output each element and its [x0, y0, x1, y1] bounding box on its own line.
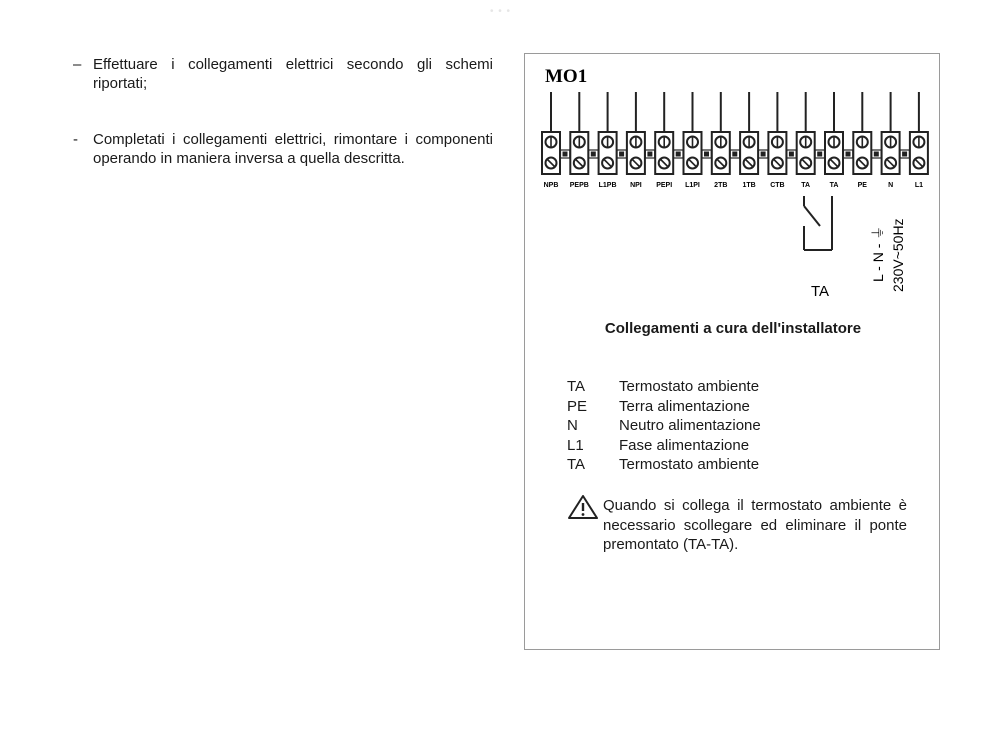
legend-code: TA: [567, 456, 586, 473]
instructions: [73, 55, 493, 205]
terminal-bridge-dot: [647, 152, 652, 157]
legend-desc: Termostato ambiente: [619, 456, 760, 473]
terminal-label: CTB: [770, 182, 785, 189]
terminal-label: 2TB: [714, 182, 728, 189]
legend: [567, 377, 761, 475]
terminal-bridge-dot: [591, 152, 596, 157]
legend-code: N: [567, 417, 578, 434]
terminal-bridge-dot: [563, 152, 568, 157]
legend-code: PE: [567, 397, 588, 415]
terminal-bridge-dot: [732, 152, 737, 157]
terminal-bridge-dot: [761, 152, 766, 157]
terminal-label: L1PB: [598, 182, 617, 189]
legend-row: [567, 416, 761, 436]
page-decoration: • • •: [490, 6, 512, 17]
thermostat-switch: [804, 196, 832, 250]
wiring-panel: [524, 53, 940, 650]
legend-code: L1: [567, 436, 584, 454]
legend-code: TA: [567, 378, 586, 395]
terminal-bridge-dot: [902, 152, 907, 157]
diagram-caption: Collegamenti a cura dell'installatore: [604, 320, 862, 337]
terminal-label: L1PI: [685, 182, 700, 189]
terminal-bridge-dot: [789, 152, 794, 157]
instruction-item: [73, 55, 493, 93]
terminal-label: NPB: [543, 182, 559, 189]
bullet: –: [73, 56, 82, 73]
power-line-label: L - N - ⏚: [870, 225, 886, 282]
legend-row: [567, 455, 761, 475]
power-spec-label: 230V~50Hz: [890, 218, 906, 292]
legend-desc: Termostato ambiente: [619, 378, 760, 395]
legend-desc: Fase alimentazione: [619, 436, 750, 454]
legend-desc: Terra alimentazione: [619, 397, 750, 415]
terminal-bridge-dot: [846, 152, 851, 157]
model-label: MO1: [545, 66, 588, 87]
legend-desc: Neutro alimentazione: [619, 417, 761, 434]
terminal-bridge-dot: [676, 152, 681, 157]
terminal-label: TA: [829, 182, 839, 189]
legend-row: [567, 377, 761, 397]
bullet: -: [73, 131, 78, 148]
terminal-label: PEPI: [656, 182, 673, 189]
terminal-strip: [542, 92, 928, 189]
terminal-label: NPI: [630, 182, 642, 189]
legend-row: [567, 436, 761, 456]
thermostat-label: TA: [810, 283, 830, 300]
warning-note: [567, 496, 907, 555]
instruction-text: Completati i collegamenti elettrici, rimontare i componenti operando in maniera inversa a quella descritta.: [93, 131, 493, 167]
terminal-bridge-dot: [874, 152, 879, 157]
terminal-bridge-dot: [817, 152, 822, 157]
terminal-label: PEPB: [569, 182, 589, 189]
terminal-label: N: [888, 182, 894, 189]
instruction-text: Effettuare i collegamenti elettrici secondo gli schemi riportati;: [93, 56, 493, 92]
warning-icon: [567, 494, 599, 520]
terminal-bridge-dot: [704, 152, 709, 157]
instruction-item: [73, 130, 493, 168]
terminal-label: L1: [914, 182, 923, 189]
terminal-bridge-dot: [619, 152, 624, 157]
terminal-label: 1TB: [742, 182, 756, 189]
legend-row: [567, 397, 761, 417]
terminal-label: TA: [801, 182, 811, 189]
terminal-label: PE: [857, 182, 867, 189]
warning-text: Quando si collega il termostato ambiente è necessario scollegare ed eliminare il ponte premontato (TA-TA).: [603, 497, 907, 553]
wiring-diagram: [525, 54, 941, 354]
